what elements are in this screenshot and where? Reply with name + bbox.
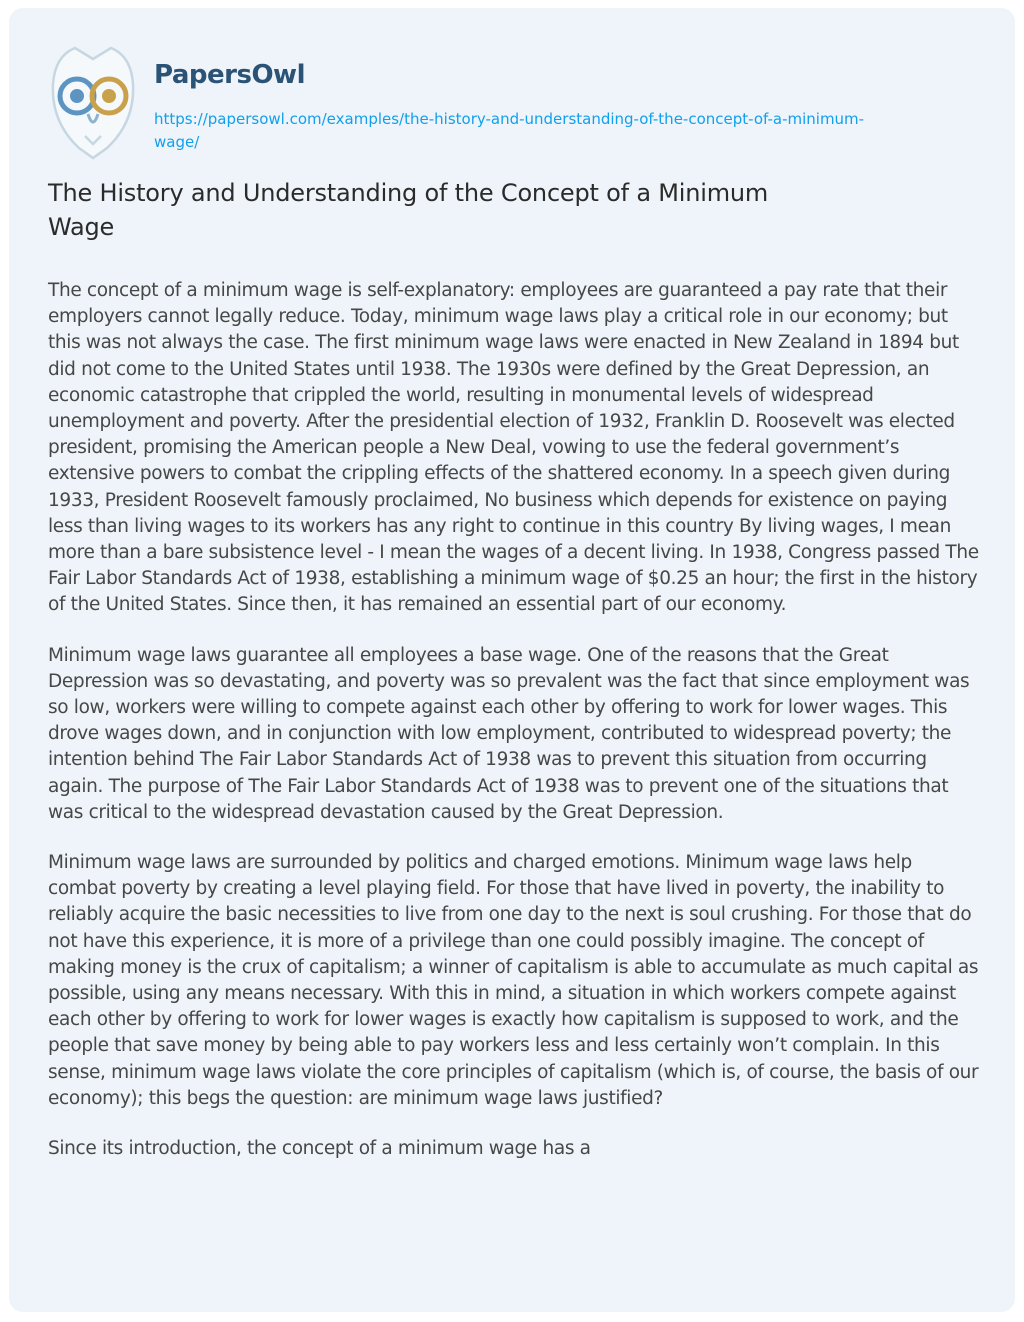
source-url-link[interactable]: https://papersowl.com/examples/the-history-and-understanding-of-the-concept-of-a-minimum-wage/ [154, 110, 865, 151]
paragraph: Minimum wage laws are surrounded by politics and charged emotions. Minimum wage laws help combat poverty by creating a level playing field. For those that have lived in poverty, the inability to reliably acquire the basic necessities to live from one day to the next is soul crushing. For those that do not have this experience, it is more of a privilege than one could possibly imagine. The concept of making money is the crux of capitalism; a winner of capitalism is able to accumulate as much capital as possible, using any means necessary. With this in mind, a situation in which workers compete against each other by offering to work for lower wages is exactly how capitalism is supposed to work, and the people that save money by being able to pay workers less and less certainly won’t complain. In this sense, minimum wage laws violate the core principles of capitalism (which is, of course, the basis of our economy); this begs the question: are minimum wage laws justified? [48, 852, 979, 1109]
brand-name: PapersOwl [154, 60, 305, 90]
article-body [48, 278, 983, 1186]
document-card [9, 8, 1015, 1312]
paragraph: Since its introduction, the concept of a minimum wage has a [48, 1138, 591, 1160]
owl-logo-icon [49, 44, 137, 160]
article-title: The History and Understanding of the Concept of a Minimum Wage [48, 179, 769, 241]
paragraph: The concept of a minimum wage is self-explanatory: employees are guaranteed a pay rate that their employers cannot legally reduce. Today, minimum wage laws play a critical role in our economy; but this was not always the case. The first minimum wage laws were enacted in New Zealand in 1894 but did not come to the United States until 1938. The 1930s were defined by the Great Depression, an economic catastrophe that crippled the world, resulting in monumental levels of widespread unemployment and poverty. After the presidential election of 1932, Franklin D. Roosevelt was elected president, promising the American people a New Deal, vowing to use the federal government’s extensive powers to combat the crippling effects of the shattered economy. In a speech given during 1933, President Roosevelt famously proclaimed, No business which depends for existence on paying less than living wages to its workers has any right to continue in this country By living wages, I mean more than a bare subsistence level - I mean the wages of a decent living. In 1938, Congress passed The Fair Labor Standards Act of 1938, establishing a minimum wage of $0.25 an hour; the first in the history of the United States. Since then, it has remained an essential part of our economy. [48, 280, 979, 616]
paragraph: Minimum wage laws guarantee all employees a base wage. One of the reasons that the Great Depression was so devastating, and poverty was so prevalent was the fact that since employment was so low, workers were willing to compete against each other by offering to work for lower wages. This drove wages down, and in conjunction with low employment, contributed to widespread poverty; the intention behind The Fair Labor Standards Act of 1938 was to prevent this situation from occurring again. The purpose of The Fair Labor Standards Act of 1938 was to prevent one of the situations that was critical to the widespread devastation caused by the Great Depression. [48, 644, 970, 823]
